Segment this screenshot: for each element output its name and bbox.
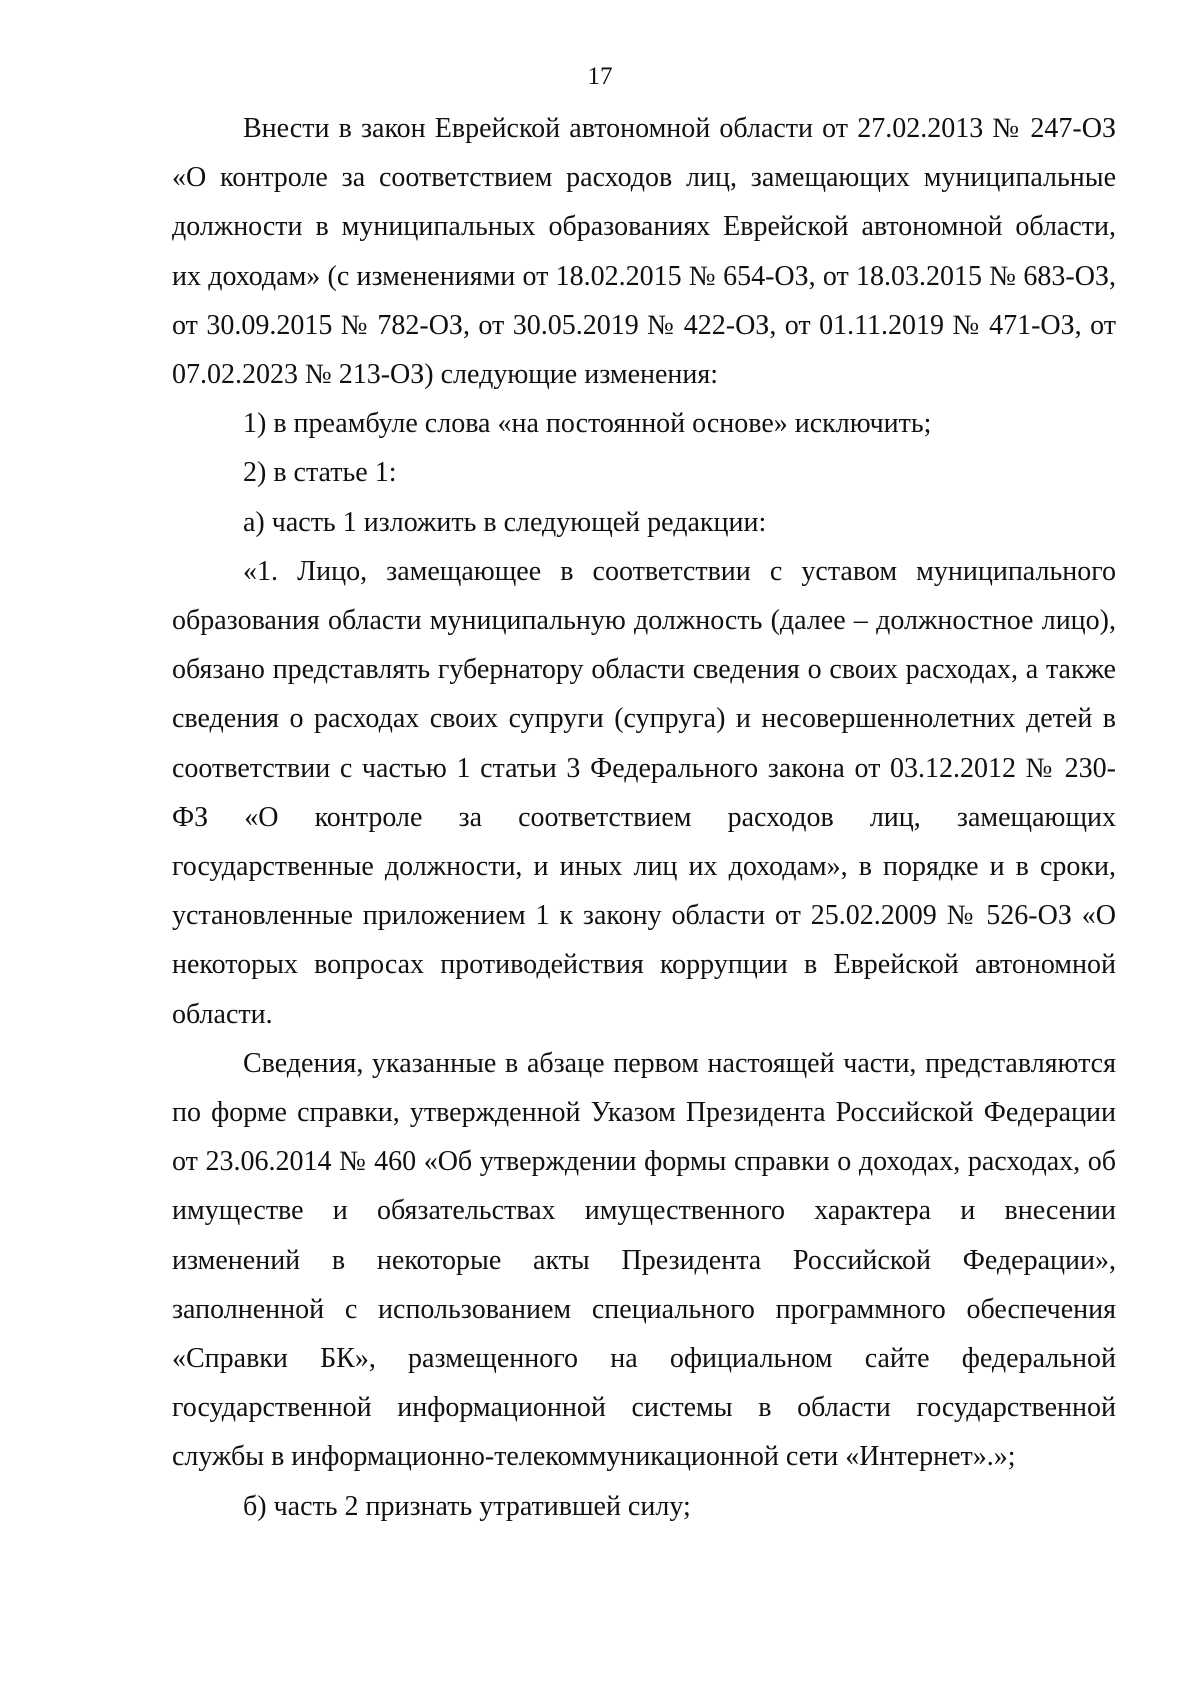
document-body: [172, 104, 1116, 1531]
paragraph-subitem-a: а) часть 1 изложить в следующей редакции:: [243, 506, 767, 538]
paragraph-item-2: 2) в статье 1:: [243, 457, 397, 489]
paragraph-subitem-b: б) часть 2 признать утратившей силу;: [243, 1490, 691, 1522]
paragraph-part-1-text: «1. Лицо, замещающее в соответствии с уставом муниципального образования области муниципальную должность (далее – должностное лицо), обязано представлять губернатору области сведения о своих расходах, а также сведения о расходах своих супруги (супруга) и несовершеннолетних детей в соответствии с частью 1 статьи 3 Федерального закона от 03.12.2012 № 230-ФЗ «О контроле за соответствием расходов лиц, замещающих государственные должности, и иных лиц их доходам», в порядке и в сроки, установленные приложением 1 к закону области от 25.02.2009 № 526-ОЗ «О некоторых вопросах противодействия коррупции в Еврейской автономной области.: [172, 555, 1116, 1030]
page-number: 17: [587, 63, 613, 90]
paragraph-part-1-continuation: Сведения, указанные в абзаце первом настоящей части, представляются по форме справки, утвержденной Указом Президента Российской Федерации от 23.06.2014 № 460 «Об утверждении формы справки о доходах, расходах, об имуществе и обязательствах имущественного характера и внесении изменений в некоторые акты Президента Российской Федерации», заполненной с использованием специального программного обеспечения «Справки БК», размещенного на официальном сайте федеральной государственной информационной системы в области государственной службы в информационно-телекоммуникационной сети «Интернет».»;: [172, 1047, 1116, 1473]
paragraph-item-1: 1) в преамбуле слова «на постоянной основе» исключить;: [243, 408, 932, 440]
paragraph-intro: Внести в закон Еврейской автономной области от 27.02.2013 № 247-ОЗ «О контроле за соответствием расходов лиц, замещающих муниципальные должности в муниципальных образованиях Еврейской автономной области, их доходам» (с изменениями от 18.02.2015 № 654-ОЗ, от 18.03.2015 № 683-ОЗ, от 30.09.2015 № 782-ОЗ, от 30.05.2019 № 422-ОЗ, от 01.11.2019 № 471-ОЗ, от 07.02.2023 № 213-ОЗ) следующие изменения:: [172, 113, 1116, 391]
